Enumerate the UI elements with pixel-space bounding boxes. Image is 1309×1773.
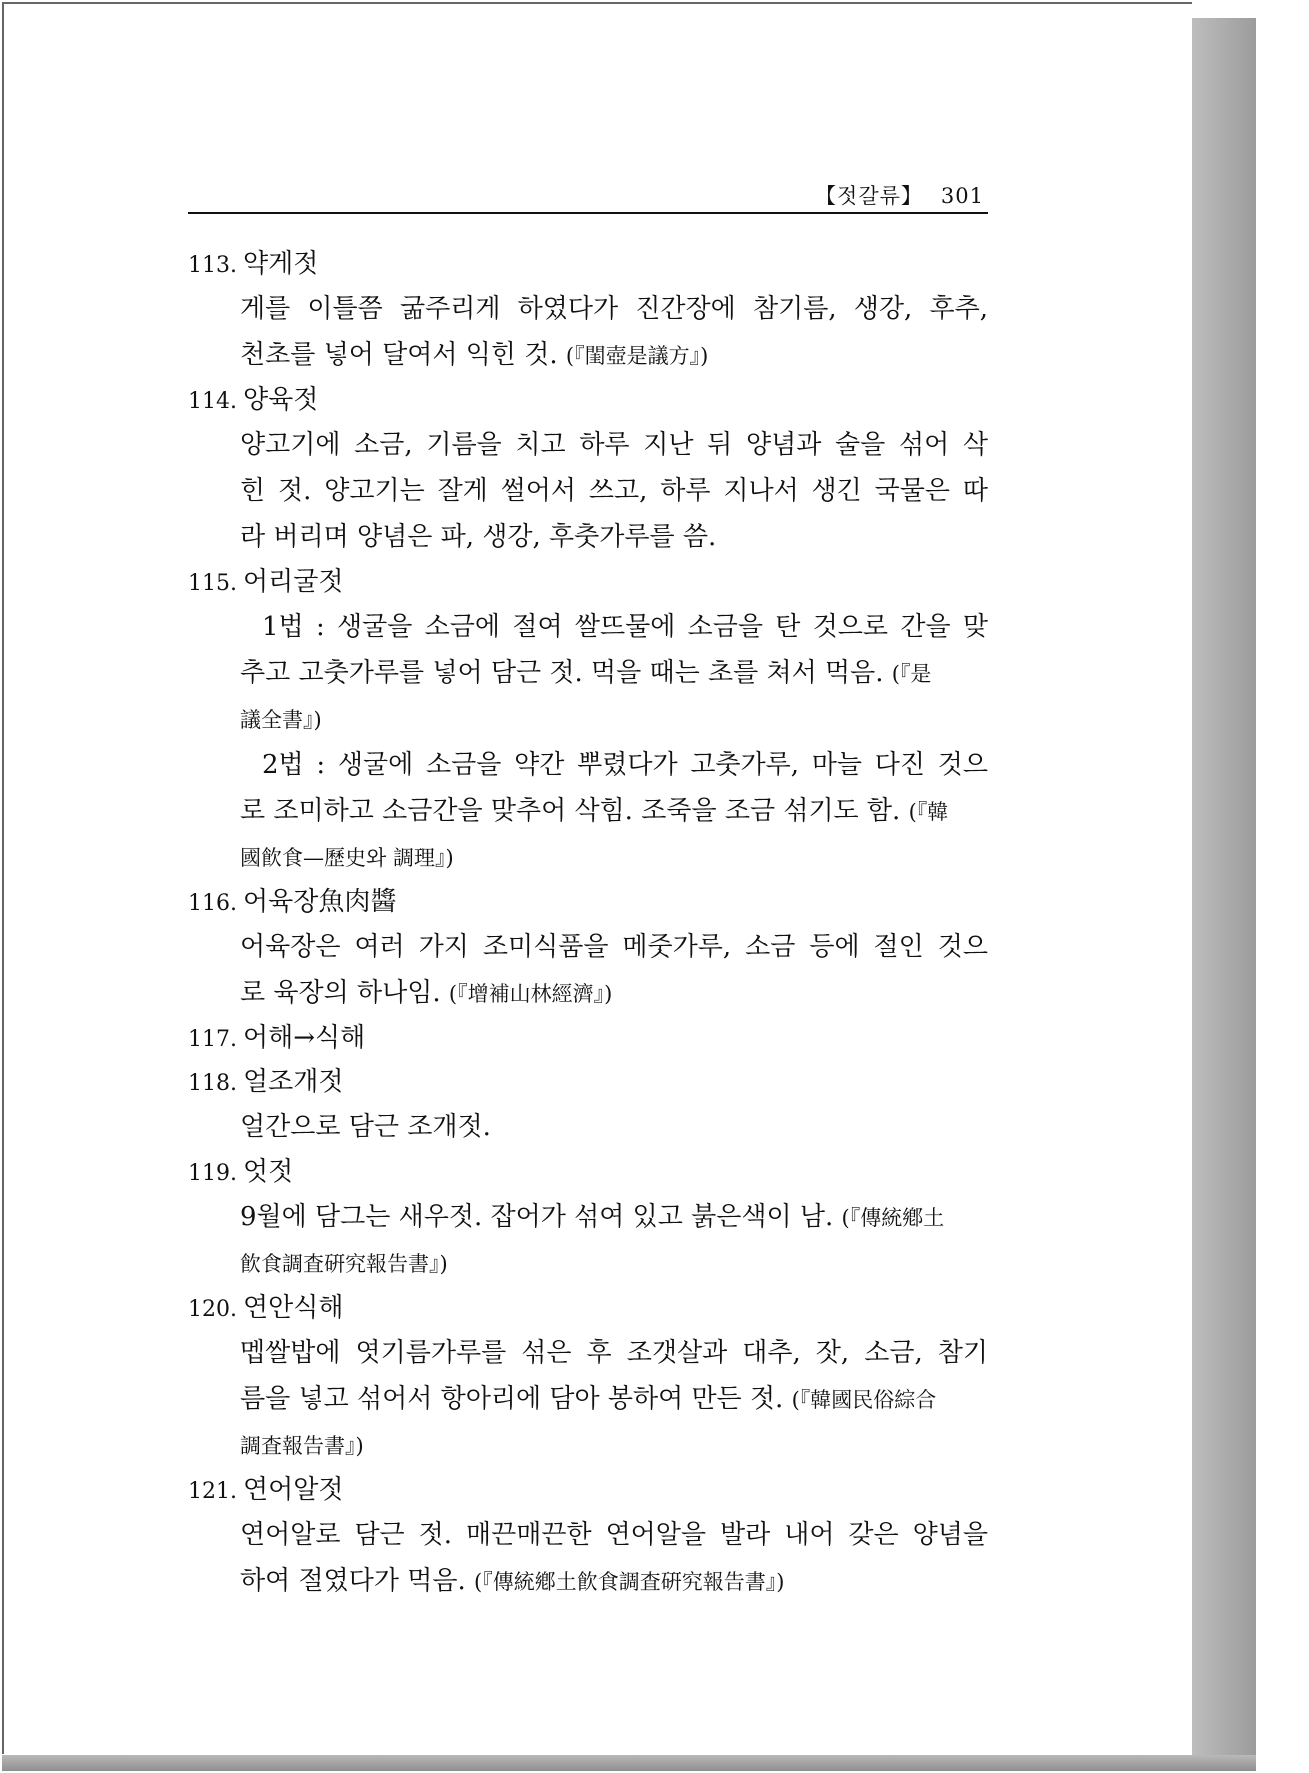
body-line [240,834,988,880]
entry-body [188,422,988,560]
page-number: 301 [940,184,984,208]
entry-body [188,1194,988,1286]
body-text: 2법 : 생굴에 소금을 약간 뿌렸다가 고춧가루, 마늘 다진 것으 [262,750,988,780]
body-text: 하여 절였다가 먹음. [240,1566,466,1596]
running-header [188,180,988,214]
entry-title [188,378,988,422]
body-line [240,1558,988,1604]
body-line [240,1194,988,1240]
body-text: 얼간으로 담근 조개젓. [240,1112,491,1142]
body-text: 1법 : 생굴을 소금에 절여 쌀뜨물에 소금을 탄 것으로 간을 맞 [262,612,988,642]
book-bottom-edge [2,1755,1256,1771]
entry-number: 113. [188,253,237,278]
entry [188,880,988,1016]
source-citation: 調査報告書』) [240,1434,364,1458]
body-line [240,1376,988,1422]
source-citation: (『閨壺是議方』) [565,344,709,368]
body-line [240,468,988,514]
entry-number: 119. [188,1161,237,1186]
entry-title [188,560,988,604]
entry-title [188,1016,988,1060]
source-citation: 國飮食—歷史와 調理』) [240,846,454,870]
entry-heading: 어육장魚肉醬 [242,887,397,917]
entry-number: 116. [188,891,237,916]
body-text: 양고기에 소금, 기름을 치고 하루 지난 뒤 양념과 술을 섞어 삭 [240,430,988,460]
entry-heading: 어해→식해 [242,1023,366,1053]
body-text: 9월에 담그는 새우젓. 잡어가 섞여 있고 붉은색이 남. [240,1202,834,1232]
source-citation: 飮食調査硏究報告書』) [240,1252,448,1276]
entry-number: 121. [188,1479,237,1504]
entry-body [188,1512,988,1604]
entry [188,1150,988,1286]
entry-number: 118. [188,1071,237,1096]
body-text: 로 조미하고 소금간을 맞추어 삭힘. 조죽을 조금 섞기도 함. [240,796,901,826]
entry [188,378,988,560]
entry-heading: 양육젓 [242,385,319,415]
source-citation: (『韓國民俗綜合 [791,1388,937,1412]
entry-body [188,1330,988,1468]
entry-number: 117. [188,1027,237,1052]
entry-title [188,1150,988,1194]
body-text: 힌 젓. 양고기는 잘게 썰어서 쓰고, 하루 지나서 생긴 국물은 따 [240,476,988,506]
entry [188,1286,988,1468]
entry-number: 115. [188,571,237,596]
source-citation: (『韓 [908,800,949,824]
source-citation: 議全書』) [240,708,322,732]
body-text: 추고 고춧가루를 넣어 담근 젓. 먹을 때는 초를 쳐서 먹음. [240,658,884,688]
entry-title [188,880,988,924]
body-text: 라 버리며 양념은 파, 생강, 후춧가루를 씀. [240,522,717,552]
body-text: 게를 이틀쯤 굶주리게 하였다가 진간장에 참기름, 생강, 후추, [240,294,988,324]
source-citation: (『傳統鄕土飮食調査硏究報告書』) [474,1570,785,1594]
entry-body [188,604,988,880]
entry-body [188,924,988,1016]
body-line [240,650,988,696]
entry [188,560,988,880]
entry-title [188,1468,988,1512]
entry-title [188,242,988,286]
body-text: 멥쌀밥에 엿기름가루를 섞은 후 조갯살과 대추, 잣, 소금, 참기 [240,1338,988,1368]
source-citation: (『增補山林經濟』) [448,982,613,1006]
body-line [240,1330,988,1376]
body-line [240,1422,988,1468]
entry-heading: 얼조개젓 [242,1067,344,1097]
body-line [240,1512,988,1558]
entry-number: 114. [188,389,237,414]
body-line [240,788,988,834]
entry-title [188,1060,988,1104]
body-line [240,604,988,650]
entry-heading: 약게젓 [242,249,319,279]
entry-list [188,242,988,1604]
entry-heading: 연어알젓 [242,1475,344,1505]
body-line [240,332,988,378]
source-citation: (『是 [891,662,932,686]
entry-heading: 연안식해 [242,1293,344,1323]
entry-body [188,286,988,378]
entry-heading: 엇젓 [242,1157,294,1187]
body-line [240,924,988,970]
body-line [240,970,988,1016]
entry [188,1468,988,1604]
body-text: 로 육장의 하나임. [240,978,441,1008]
body-text: 천초를 넣어 달여서 익힌 것. [240,340,558,370]
entry [188,1016,988,1060]
book-side-edge [1192,18,1256,1756]
body-text: 름을 넣고 섞어서 항아리에 담아 봉하여 만든 젓. [240,1384,784,1414]
body-line [240,742,988,788]
entry [188,1060,988,1150]
body-line [240,422,988,468]
entry-title [188,1286,988,1330]
body-line [240,286,988,332]
entry-heading: 어리굴젓 [242,567,344,597]
body-line [240,1104,988,1150]
entry-number: 120. [188,1297,237,1322]
source-citation: (『傳統鄕土 [841,1206,945,1230]
body-line [240,696,988,742]
section-title: 【젓갈류】 [815,184,923,208]
entry-body [188,1104,988,1150]
body-line [240,1240,988,1286]
body-text: 연어알로 담근 젓. 매끈매끈한 연어알을 발라 내어 갖은 양념을 [240,1520,988,1550]
body-text: 어육장은 여러 가지 조미식품을 메줏가루, 소금 등에 절인 것으 [240,932,988,962]
entry [188,242,988,378]
body-line [240,514,988,560]
